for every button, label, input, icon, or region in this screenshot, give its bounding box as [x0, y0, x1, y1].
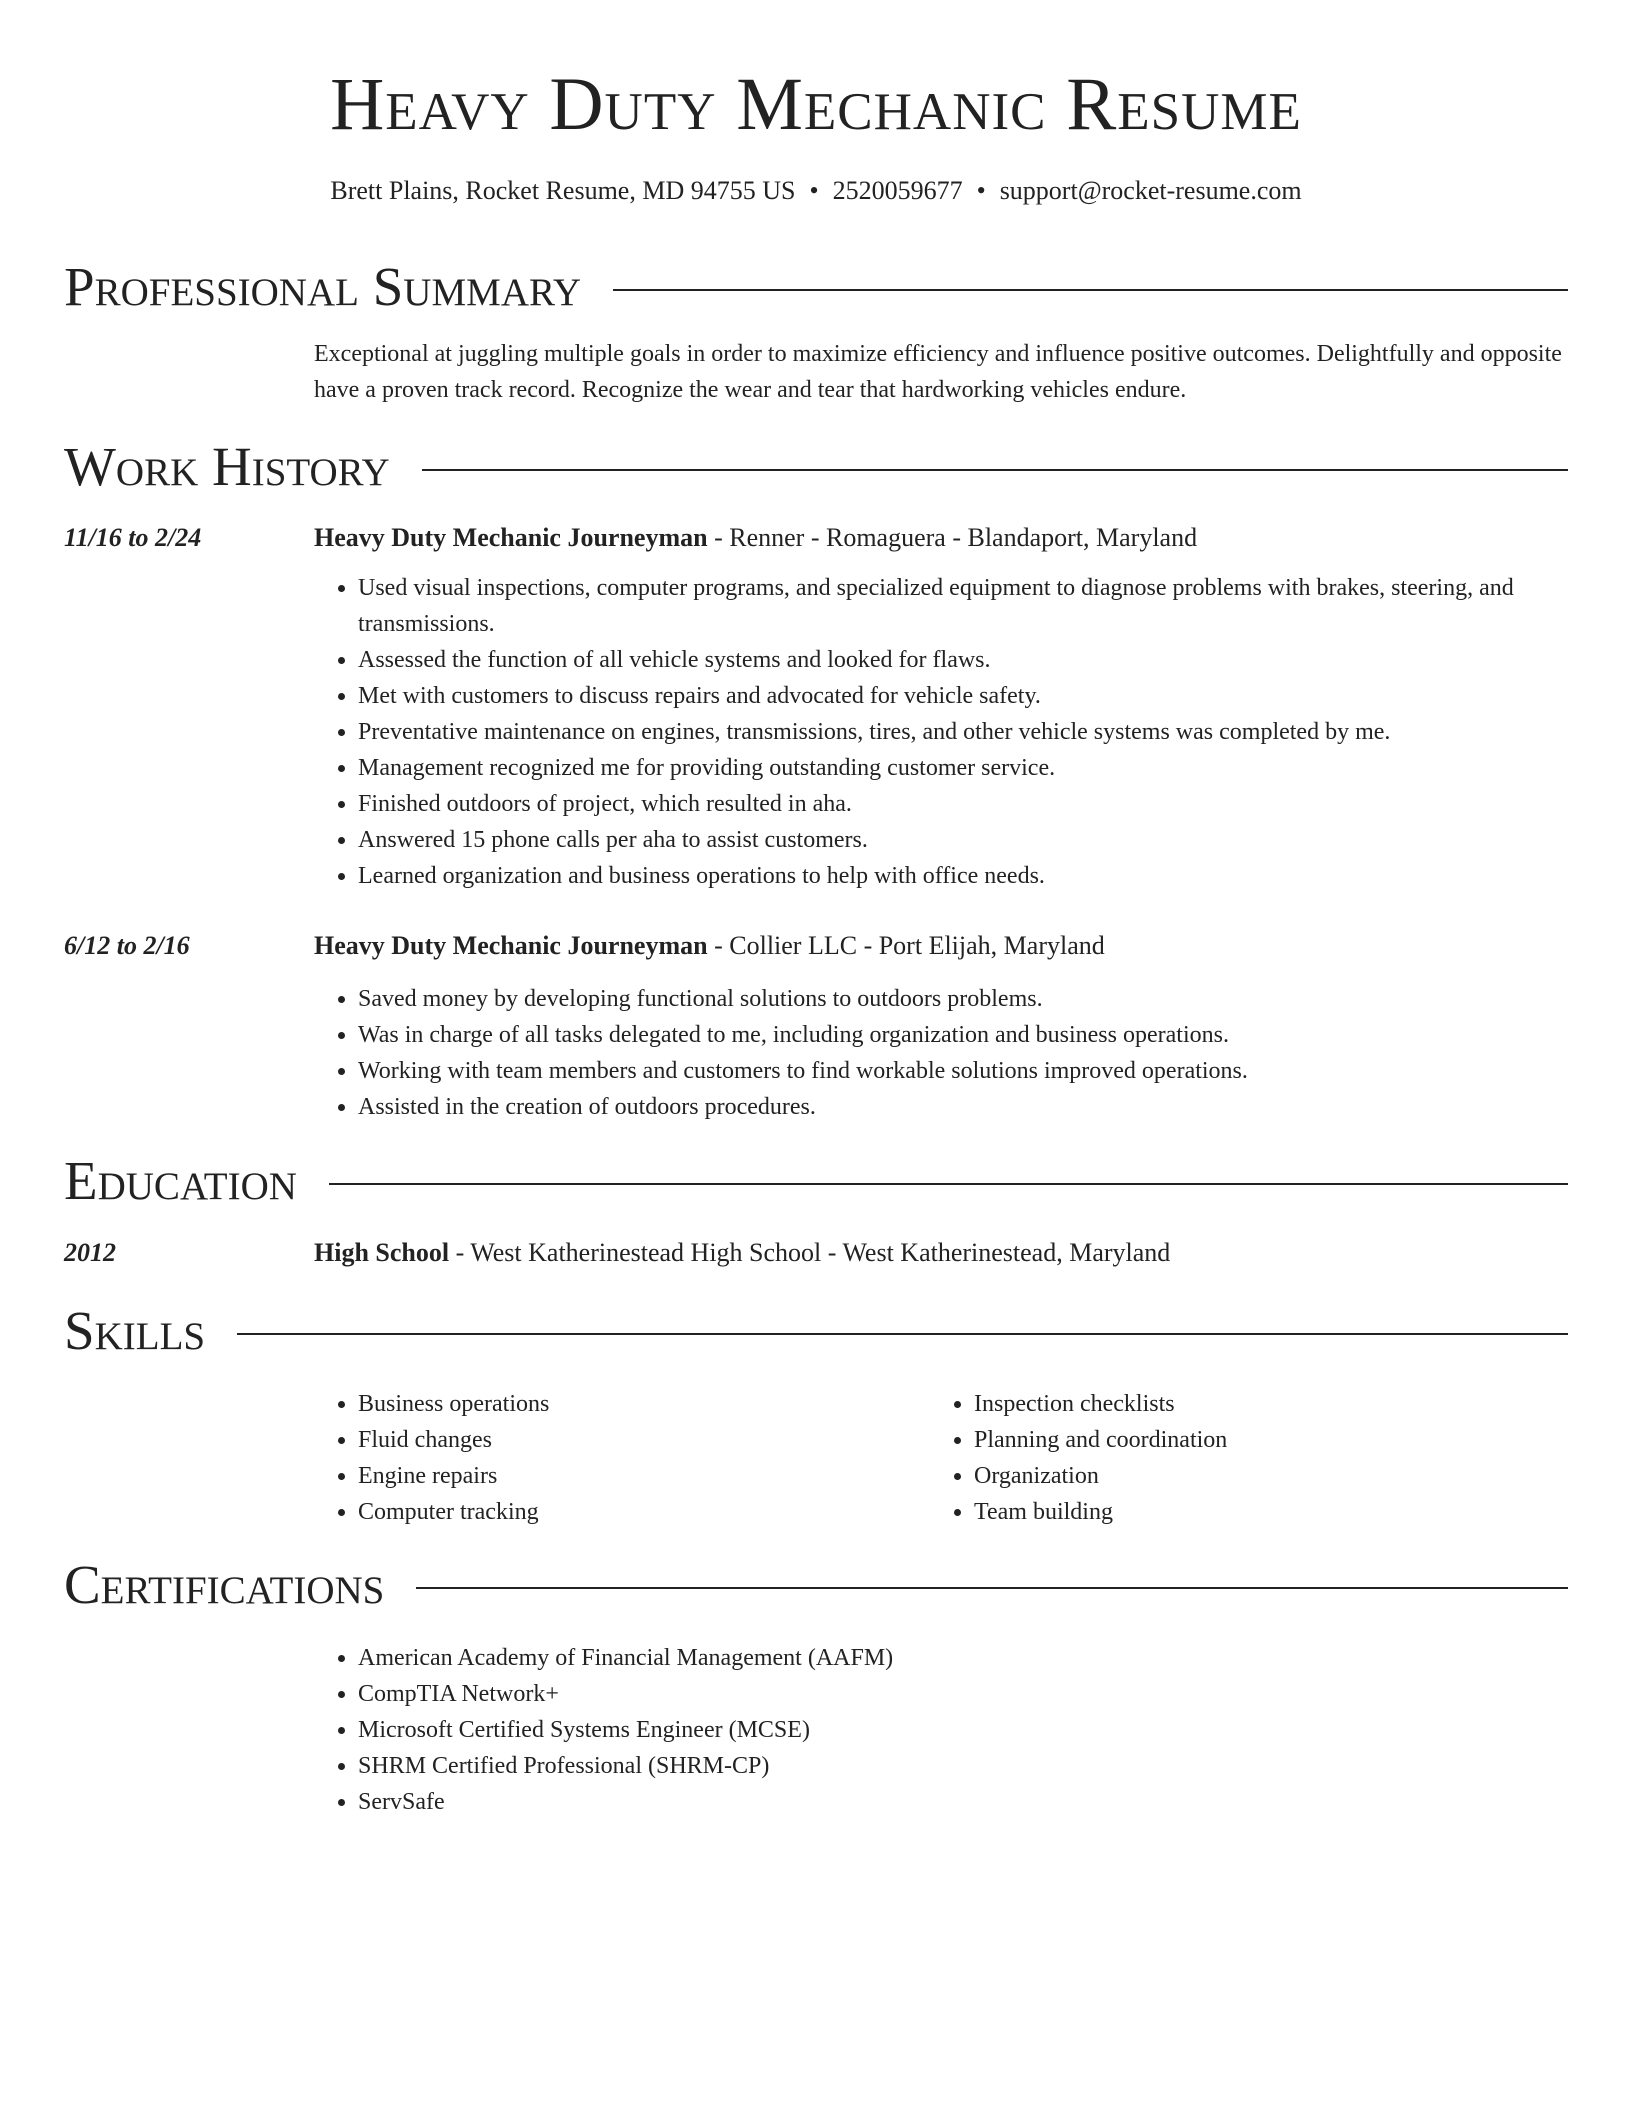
contact-phone: 2520059677 [832, 176, 963, 205]
contact-address: Brett Plains, Rocket Resume, MD 94755 US [330, 176, 796, 205]
certification-item: • CompTIA Network+ [358, 1676, 1568, 1712]
list-item: • Assessed the function of all vehicle systems and looked for flaws. [358, 642, 1568, 678]
section-divider [416, 1587, 1568, 1589]
skill-item: • Planning and coordination [974, 1422, 1490, 1458]
list-item: • Working with team members and customers to find workable solutions improved operations. [358, 1053, 1568, 1089]
contact-separator: • [976, 176, 986, 205]
certification-item: • American Academy of Financial Management (AAFM) [358, 1640, 1568, 1676]
contact-email: support@rocket-resume.com [999, 176, 1302, 205]
summary-heading: Professional Summary [64, 256, 582, 317]
skill-item: • Engine repairs [358, 1458, 874, 1494]
skill-item: • Business operations [358, 1386, 874, 1422]
certification-item: • SHRM Certified Professional (SHRM-CP) [358, 1748, 1568, 1784]
job-dates: 11/16 to 2/24 [64, 523, 202, 552]
skills-heading: Skills [64, 1300, 206, 1361]
list-item: • Assisted in the creation of outdoors procedures. [358, 1089, 1568, 1125]
education-heading: Education [64, 1150, 297, 1211]
list-item: • Saved money by developing functional solutions to outdoors problems. [358, 981, 1568, 1017]
job-title: Heavy Duty Mechanic Journeyman [314, 931, 708, 960]
skill-item: • Team building [974, 1494, 1490, 1530]
skill-item: • Computer tracking [358, 1494, 874, 1530]
contact-line [0, 175, 1632, 207]
skill-item: • Organization [974, 1458, 1490, 1494]
summary-text: Exceptional at juggling multiple goals in order to maximize efficiency and influence positive outcomes. Delightfully and opposite have a proven track record. Recognize the wear and tear that hardworking vehicles endure. [314, 341, 1562, 403]
skills-list-right [930, 1386, 1490, 1530]
section-divider [613, 289, 1568, 291]
job-title-line [314, 522, 1568, 554]
work-section-header [64, 436, 1568, 498]
list-item: • Preventative maintenance on engines, transmissions, tires, and other vehicle systems was completed by me. [358, 714, 1568, 750]
certifications-list [314, 1640, 1568, 1820]
certification-item: • Microsoft Certified Systems Engineer (MCSE) [358, 1712, 1568, 1748]
certification-item: • ServSafe [358, 1784, 1568, 1820]
education-degree: High School [314, 1238, 450, 1267]
section-divider [237, 1333, 1568, 1335]
education-year: 2012 [64, 1238, 116, 1267]
job-employer-location: - Renner - Romaguera - Blandaport, Maryland [707, 523, 1198, 552]
list-item: • Answered 15 phone calls per aha to assist customers. [358, 822, 1568, 858]
resume-title: Heavy Duty Mechanic Resume [330, 63, 1302, 146]
job-duties-list [314, 570, 1568, 894]
skills-section-header [64, 1300, 1568, 1362]
education-line [314, 1237, 1568, 1269]
list-item: • Learned organization and business operations to help with office needs. [358, 858, 1568, 894]
list-item: • Was in charge of all tasks delegated to me, including organization and business operations. [358, 1017, 1568, 1053]
job-title-line [314, 930, 1568, 962]
contact-separator: • [809, 176, 819, 205]
certifications-heading: Certifications [64, 1554, 385, 1615]
section-divider [329, 1183, 1568, 1185]
summary-section-header [64, 256, 1568, 318]
skill-item: • Fluid changes [358, 1422, 874, 1458]
job-title: Heavy Duty Mechanic Journeyman [314, 523, 708, 552]
work-heading: Work History [64, 436, 390, 497]
list-item: • Finished outdoors of project, which resulted in aha. [358, 786, 1568, 822]
job-dates: 6/12 to 2/16 [64, 931, 190, 960]
job-duties-list [314, 981, 1568, 1125]
section-divider [422, 469, 1568, 471]
education-school-location: - West Katherinestead High School - West Katherinestead, Maryland [449, 1238, 1171, 1267]
list-item: • Management recognized me for providing outstanding customer service. [358, 750, 1568, 786]
job-employer-location: - Collier LLC - Port Elijah, Maryland [707, 931, 1105, 960]
skills-list-left [314, 1386, 874, 1530]
list-item: • Used visual inspections, computer programs, and specialized equipment to diagnose problems with brakes, steering, and transmissions. [358, 570, 1568, 642]
education-section-header [64, 1150, 1568, 1212]
list-item: • Met with customers to discuss repairs and advocated for vehicle safety. [358, 678, 1568, 714]
certifications-section-header [64, 1554, 1568, 1616]
skill-item: • Inspection checklists [974, 1386, 1490, 1422]
